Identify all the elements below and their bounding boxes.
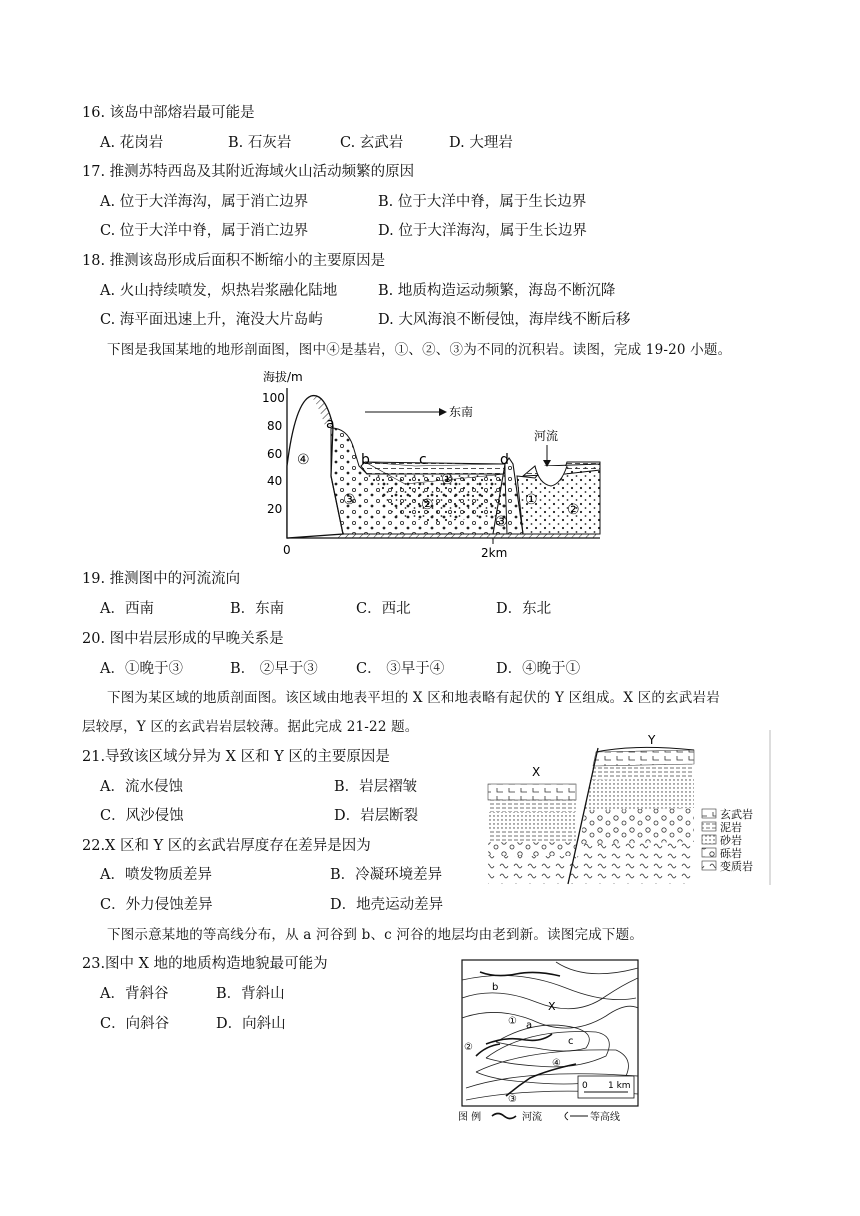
region-y-label: Y <box>648 733 656 747</box>
ylabel: 海拔/m <box>263 370 303 384</box>
letter-a: a <box>326 416 335 432</box>
letter-b: b <box>361 452 370 468</box>
river-label: 河流 <box>534 429 559 443</box>
legend-basalt: 玄武岩 <box>720 808 753 821</box>
label-c: c <box>568 1036 574 1047</box>
q20-option-a[interactable]: A．①晚于③ <box>100 661 183 677</box>
rock-label-3-left: ③ <box>343 492 356 508</box>
q16-option-b[interactable]: B. 石灰岩 <box>228 135 292 151</box>
rock-label-3-right: ③ <box>495 514 508 530</box>
q23-option-d[interactable]: D．向斜山 <box>216 1016 286 1032</box>
label-a: a <box>526 1020 533 1031</box>
intro-19-20: 下图是我国某地的地形剖面图，图中④是基岩，①、②、③为不同的沉积岩。读图，完成 19-20 小题。 <box>107 342 732 358</box>
q18-option-c[interactable]: C. 海平面迅速上升，淹没大片岛屿 <box>100 312 323 328</box>
label-circle-2: ② <box>464 1042 473 1053</box>
rock-label-2-right: ② <box>567 502 580 518</box>
rock-label-1-right: ① <box>525 492 538 508</box>
q20-option-c[interactable]: C． ③早于④ <box>356 661 445 677</box>
q22-option-b[interactable]: B．冷凝环境差异 <box>330 867 443 883</box>
q16-option-c[interactable]: C. 玄武岩 <box>340 135 404 151</box>
label-b: b <box>492 982 499 993</box>
q17-option-d[interactable]: D. 位于大洋海沟，属于生长边界 <box>378 223 587 239</box>
q20-stem: 20. 图中岩层形成的早晚关系是 <box>82 631 284 647</box>
q19-option-a[interactable]: A．西南 <box>100 601 154 617</box>
q19-option-b[interactable]: B．东南 <box>230 601 285 617</box>
legend-metamorphic: 变质岩 <box>720 860 753 873</box>
rock-label-1-left: ① <box>441 472 454 488</box>
q21-option-a[interactable]: A．流水侵蚀 <box>100 779 183 795</box>
scale-1km: 1 km <box>608 1081 631 1091</box>
q17-stem: 17. 推测苏特西岛及其附近海域火山活动频繁的原因 <box>82 164 415 180</box>
rock-label-4: ④ <box>297 452 310 468</box>
q23-option-a[interactable]: A．背斜谷 <box>100 986 169 1002</box>
q23-option-c[interactable]: C．向斜谷 <box>100 1016 170 1032</box>
intro-21-22-line1: 下图为某区域的地质剖面图。该区域由地表平坦的 X 区和地表略有起伏的 Y 区组成。X 区的玄武岩岩 <box>107 690 720 706</box>
q22-option-a[interactable]: A．喷发物质差异 <box>100 867 212 883</box>
q23-stem: 23.图中 X 地的地质构造地貌最可能为 <box>82 956 328 972</box>
q16-option-a[interactable]: A. 花岗岩 <box>100 135 164 151</box>
ytick-40: 40 <box>267 474 283 488</box>
q17-option-a[interactable]: A. 位于大洋海沟，属于消亡边界 <box>100 194 309 210</box>
contour-map-figure <box>456 958 644 1126</box>
q19-option-c[interactable]: C．西北 <box>356 601 411 617</box>
ytick-20: 20 <box>267 502 283 516</box>
intro-21-22-line2: 层较厚，Y 区的玄武岩岩层较薄。据此完成 21-22 题。 <box>82 719 419 735</box>
geologic-section-figure <box>484 730 774 885</box>
q22-option-c[interactable]: C．外力侵蚀差异 <box>100 897 213 913</box>
label-circle-3: ③ <box>508 1094 517 1105</box>
label-circle-4: ④ <box>552 1058 561 1069</box>
ytick-0: 0 <box>283 543 291 557</box>
q19-option-d[interactable]: D．东北 <box>496 601 552 617</box>
region-x-label: X <box>532 765 541 779</box>
q19-stem: 19. 推测图中的河流流向 <box>82 571 241 587</box>
label-x: X <box>548 1000 556 1013</box>
label-circle-1: ① <box>508 1016 517 1027</box>
q16-option-d[interactable]: D. 大理岩 <box>449 135 513 151</box>
ytick-100: 100 <box>262 391 285 405</box>
q21-option-c[interactable]: C．风沙侵蚀 <box>100 808 184 824</box>
q18-stem: 18. 推测该岛形成后面积不断缩小的主要原因是 <box>82 253 386 269</box>
legend-conglomerate: 砾岩 <box>720 847 742 860</box>
direction-label: 东南 <box>449 405 474 419</box>
legend-river: 河流 <box>522 1112 542 1123</box>
q17-option-c[interactable]: C. 位于大洋中脊，属于消亡边界 <box>100 223 309 239</box>
q21-stem: 21.导致该区域分异为 X 区和 Y 区的主要原因是 <box>82 749 390 765</box>
intro-23: 下图示意某地的等高线分布，从 a 河谷到 b、c 河谷的地层均由老到新。读图完成下题。 <box>107 927 644 943</box>
q22-option-d[interactable]: D．地壳运动差异 <box>330 897 444 913</box>
q18-option-d[interactable]: D. 大风海浪不断侵蚀，海岸线不断后移 <box>378 312 631 328</box>
q22-stem: 22.X 区和 Y 区的玄武岩厚度存在差异是因为 <box>82 838 371 854</box>
scale-zero: 0 <box>582 1081 588 1091</box>
legend-sandstone: 砂岩 <box>720 834 742 847</box>
legend-contour: 等高线 <box>590 1112 620 1123</box>
terrain-profile-figure <box>255 366 610 562</box>
legend-title: 图 例 <box>458 1112 482 1123</box>
q21-option-b[interactable]: B．岩层褶皱 <box>334 779 418 795</box>
q21-option-d[interactable]: D．岩层断裂 <box>334 808 419 824</box>
letter-c: c <box>419 452 427 468</box>
q20-option-d[interactable]: D．④晚于① <box>496 661 581 677</box>
q17-option-b[interactable]: B. 位于大洋中脊，属于生长边界 <box>378 194 587 210</box>
ytick-80: 80 <box>267 419 283 433</box>
legend-mudstone: 泥岩 <box>720 821 742 834</box>
ytick-60: 60 <box>267 447 283 461</box>
rock-label-2-left: ② <box>421 497 434 513</box>
letter-d: d <box>500 452 509 468</box>
q18-option-a[interactable]: A. 火山持续喷发，炽热岩浆融化陆地 <box>100 283 338 299</box>
q20-option-b[interactable]: B． ②早于③ <box>230 661 318 677</box>
q18-option-b[interactable]: B. 地质构造运动频繁，海岛不断沉降 <box>378 283 616 299</box>
q16-stem: 16. 该岛中部熔岩最可能是 <box>82 105 255 121</box>
q23-option-b[interactable]: B．背斜山 <box>216 986 285 1002</box>
xtick-2km: 2km <box>481 546 508 560</box>
